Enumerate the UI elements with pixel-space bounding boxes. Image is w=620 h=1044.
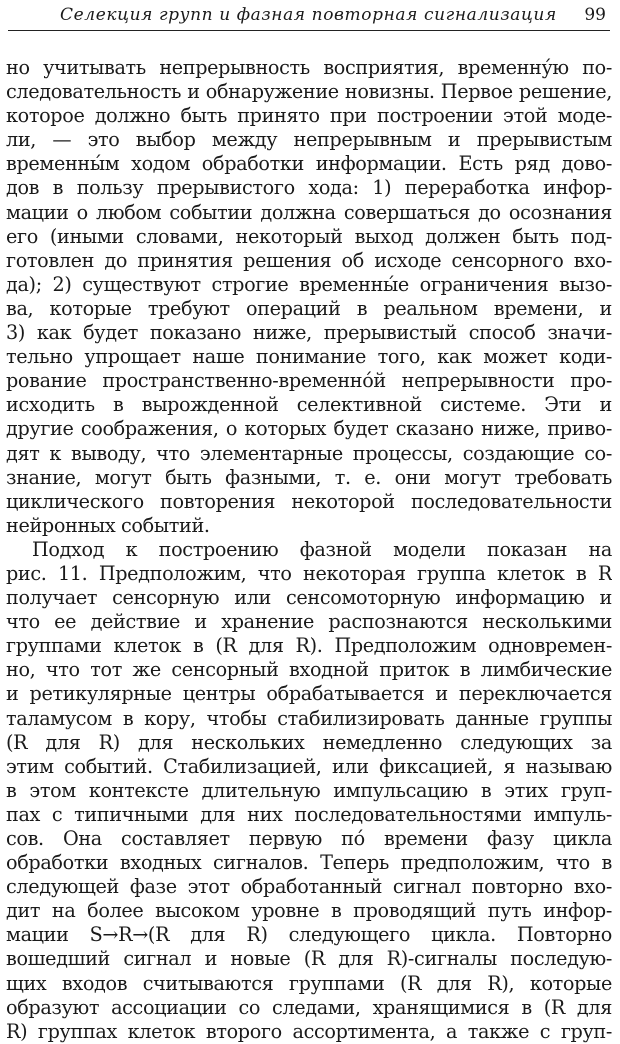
text-line: дит на более высоком уровне в проводящий путь инфор- — [6, 899, 612, 923]
text-line: его (иными словами, некоторый выход должен быть под- — [6, 224, 612, 248]
text-line: (R для R) для нескольких немедленно следующих за — [6, 730, 612, 754]
text-line: этим событий. Стабилизацией, или фиксацией, я называю — [6, 754, 612, 778]
text-line: следующей фазе этот обработанный сигнал повторно вхо- — [6, 875, 612, 899]
text-line: ли, — это выбор между непрерывным и прерывистым — [6, 128, 612, 152]
text-line: готовлен до принятия решения об исходе сенсорного вхо- — [6, 248, 612, 272]
text-line: тельно упрощает наше понимание того, как может коди- — [6, 345, 612, 369]
text-line: R) группах клеток второго ассортимента, а также с груп- — [6, 1019, 612, 1043]
text-line: знание, могут быть фазными, т. е. они могут требовать — [6, 465, 612, 489]
text-line: образуют ассоциации со следами, хранящимися в (R для — [6, 995, 612, 1019]
text-line: рис. 11. Предположим, что некоторая группа клеток в R — [6, 561, 612, 585]
text-line: что ее действие и хранение распознаются несколькими — [6, 610, 612, 634]
text-line: но учитывать непрерывность восприятия, временну́ю по- — [6, 56, 612, 79]
text-line: вошедший сигнал и новые (R для R)-сигналы последую- — [6, 947, 612, 971]
text-line: в этом контексте длительную импульсацию в этих груп- — [6, 778, 612, 802]
text-line: сов. Она составляет первую по́ времени фазу цикла — [6, 827, 612, 850]
text-line: но, что тот же сенсорный входной приток в лимбические — [6, 658, 612, 682]
text-line: пах с типичными для них последовательностями импуль- — [6, 802, 612, 826]
text-line: Подход к построению фазной модели показан на — [32, 537, 612, 561]
running-title: Селекция групп и фазная повторная сигнализация — [60, 5, 557, 25]
text-line: рование пространственно-временно́й непрерывности про- — [6, 369, 612, 393]
text-line: получает сенсорную или сенсомоторную информацию и — [6, 586, 612, 610]
text-line: другие соображения, о которых будет сказано ниже, приво- — [6, 417, 612, 441]
text-line: следовательность и обнаружение новизны. Первое решение, — [6, 80, 612, 104]
text-line: да); 2) существуют строгие временны́е ограничения вызо- — [6, 272, 612, 296]
text-line: исходить в вырожденной селективной системе. Эти и — [6, 393, 612, 417]
text-line: мации о любом событии должна совершаться до осознания — [6, 200, 612, 224]
text-line: дят к выводу, что элементарные процессы, создающие со- — [6, 441, 612, 465]
text-line: 3) как будет показано ниже, прерывистый способ значи- — [6, 321, 612, 345]
text-line: и ретикулярные центры обрабатывается и переключается — [6, 682, 612, 706]
text-line: временны́м ходом обработки информации. Есть ряд дово- — [6, 152, 612, 176]
text-line: обработки входных сигналов. Теперь предположим, что в — [6, 851, 612, 875]
text-line: нейронных событий. — [6, 513, 210, 537]
text-line: циклического повторения некоторой последовательности — [6, 489, 612, 513]
text-line: мации S→R→(R для R) следующего цикла. Повторно — [6, 923, 612, 947]
text-line: группами клеток в (R для R). Предположим одновремен- — [6, 634, 612, 658]
text-line: щих входов считываются группами (R для R), которые — [6, 971, 612, 995]
text-line: ва, которые требуют операций в реальном времени, и — [6, 296, 612, 320]
running-header — [8, 4, 610, 31]
text-line: дов в пользу прерывистого хода: 1) переработка инфор- — [6, 176, 612, 200]
page-number: 99 — [584, 5, 606, 25]
body-text — [6, 56, 612, 1044]
text-line: таламусом в кору, чтобы стабилизировать данные группы — [6, 706, 612, 730]
text-line: которое должно быть принято при построении этой моде- — [6, 104, 612, 128]
